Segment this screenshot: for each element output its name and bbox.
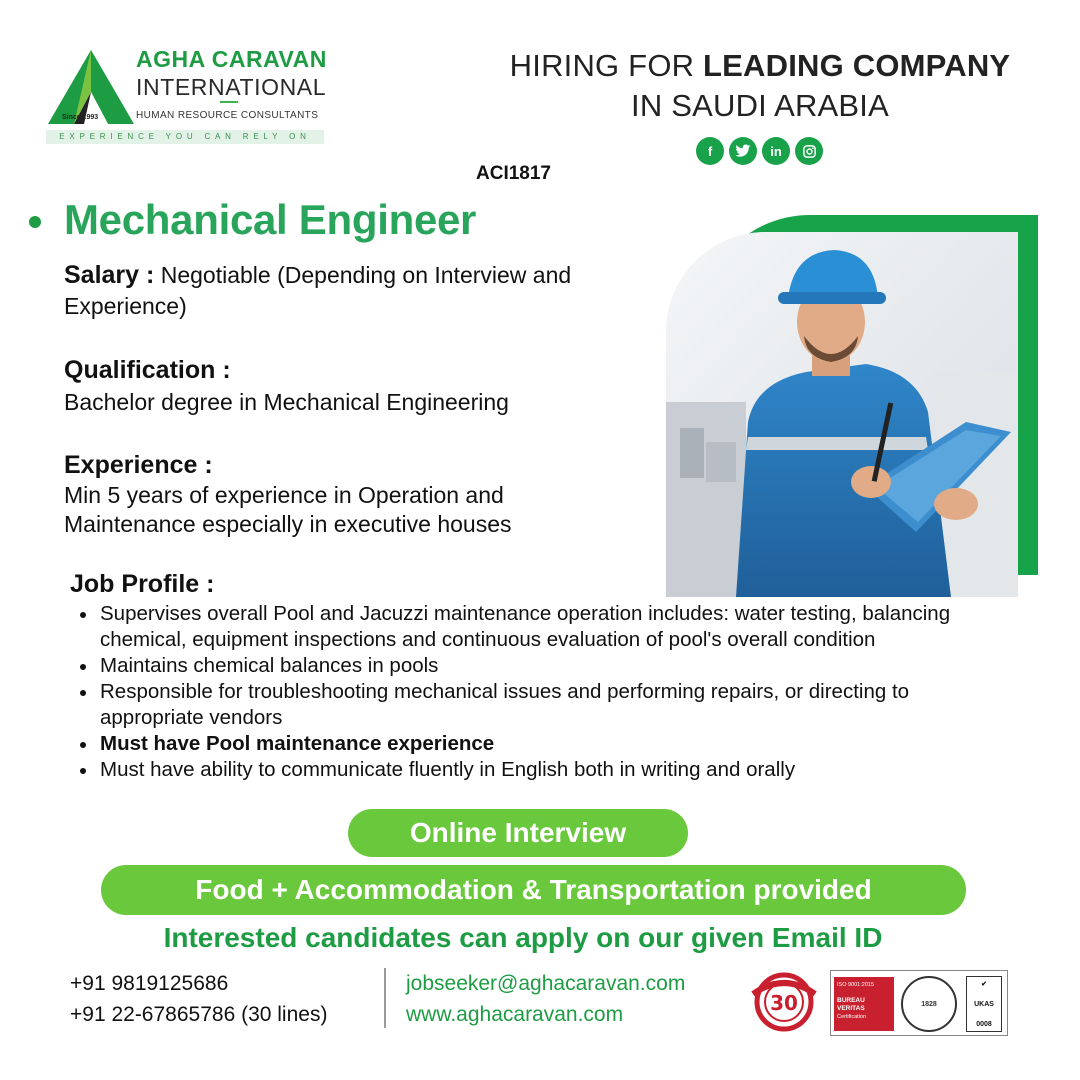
- anniversary-number: 30: [770, 991, 798, 1015]
- certification-badge: [830, 970, 1008, 1036]
- benefits-badge: Food + Accommodation & Transportation provided: [101, 865, 966, 915]
- hiring-bold: LEADING COMPANY: [703, 48, 1011, 83]
- engineer-photo: [666, 232, 1018, 597]
- facebook-icon[interactable]: f: [696, 137, 724, 165]
- anniversary-badge-icon: [747, 970, 821, 1034]
- twitter-icon[interactable]: [729, 137, 757, 165]
- bureau-veritas-seal-icon: [901, 976, 957, 1032]
- list-item: Maintains chemical balances in pools: [78, 653, 1018, 679]
- online-interview-badge: Online Interview: [348, 809, 688, 857]
- logo-subtitle: HUMAN RESOURCE CONSULTANTS: [136, 110, 319, 121]
- logo-divider: [220, 101, 238, 103]
- salary-value: Negotiable (Depending on Interview and Experience): [64, 262, 572, 319]
- job-code: ACI1817: [476, 163, 551, 184]
- list-item: Must have ability to communicate fluently in English both in writing and orally: [78, 757, 1018, 783]
- ukas-check-icon: ✔: [981, 981, 987, 988]
- hiring-line2: IN SAUDI ARABIA: [631, 88, 889, 123]
- list-item: Supervises overall Pool and Jacuzzi maintenance operation includes: water testing, balancing chemical, equipment inspections and continuous evaluation of pool's overall condition: [78, 601, 1018, 653]
- phone-1[interactable]: +91 9819125686: [70, 972, 229, 995]
- apply-instructions: Interested candidates can apply on our given Email ID: [163, 922, 883, 953]
- cert-iso: ISO 9001:2015: [837, 982, 875, 988]
- ukas-number: 0008: [976, 1021, 992, 1028]
- experience-label: Experience :: [64, 451, 213, 479]
- social-links: [696, 137, 823, 165]
- logo-tagline: EXPERIENCE YOU CAN RELY ON: [46, 130, 324, 144]
- cert-name: BUREAU VERITAS: [837, 997, 865, 1012]
- salary-label: Salary :: [64, 261, 155, 289]
- phone-numbers: [70, 968, 327, 1030]
- job-profile-label: Job Profile :: [70, 570, 215, 598]
- logo-name-line2: INTERNATIONAL: [136, 74, 327, 100]
- cert-sub: Certification: [837, 1014, 867, 1020]
- contact-divider: [384, 968, 386, 1028]
- online-contacts: [406, 968, 685, 1030]
- salary-section: [64, 260, 654, 322]
- qualification-label: Qualification :: [64, 356, 231, 384]
- phone-2[interactable]: +91 22-67865786 (30 lines): [70, 1003, 328, 1026]
- logo-name-line1: AGHA CARAVAN: [136, 46, 327, 72]
- job-profile-list: [78, 601, 1018, 783]
- experience-value: Min 5 years of experience in Operation and Maintenance especially in executive houses: [64, 482, 512, 537]
- ukas-label: UKAS: [974, 1001, 994, 1008]
- website-link[interactable]: www.aghacaravan.com: [406, 1003, 624, 1026]
- instagram-icon[interactable]: [795, 137, 823, 165]
- ukas-badge-icon: [966, 976, 1002, 1032]
- hiring-headline: [470, 46, 1050, 126]
- email-link[interactable]: jobseeker@aghacaravan.com: [406, 972, 686, 995]
- seal-year: 1828: [921, 1000, 937, 1008]
- hiring-prefix: HIRING FOR: [509, 48, 704, 83]
- title-bullet: [29, 216, 41, 228]
- list-item: Responsible for troubleshooting mechanical issues and performing repairs, or directing to appropriate vendors: [78, 679, 1018, 731]
- bureau-veritas-panel: [834, 977, 894, 1031]
- list-item: Must have Pool maintenance experience: [78, 731, 1018, 757]
- logo-since: Since 1993: [62, 114, 99, 121]
- company-logo: [44, 44, 326, 146]
- job-title: Mechanical Engineer: [64, 196, 477, 243]
- qualification-value: Bachelor degree in Mechanical Engineering: [64, 389, 509, 415]
- linkedin-icon[interactable]: in: [762, 137, 790, 165]
